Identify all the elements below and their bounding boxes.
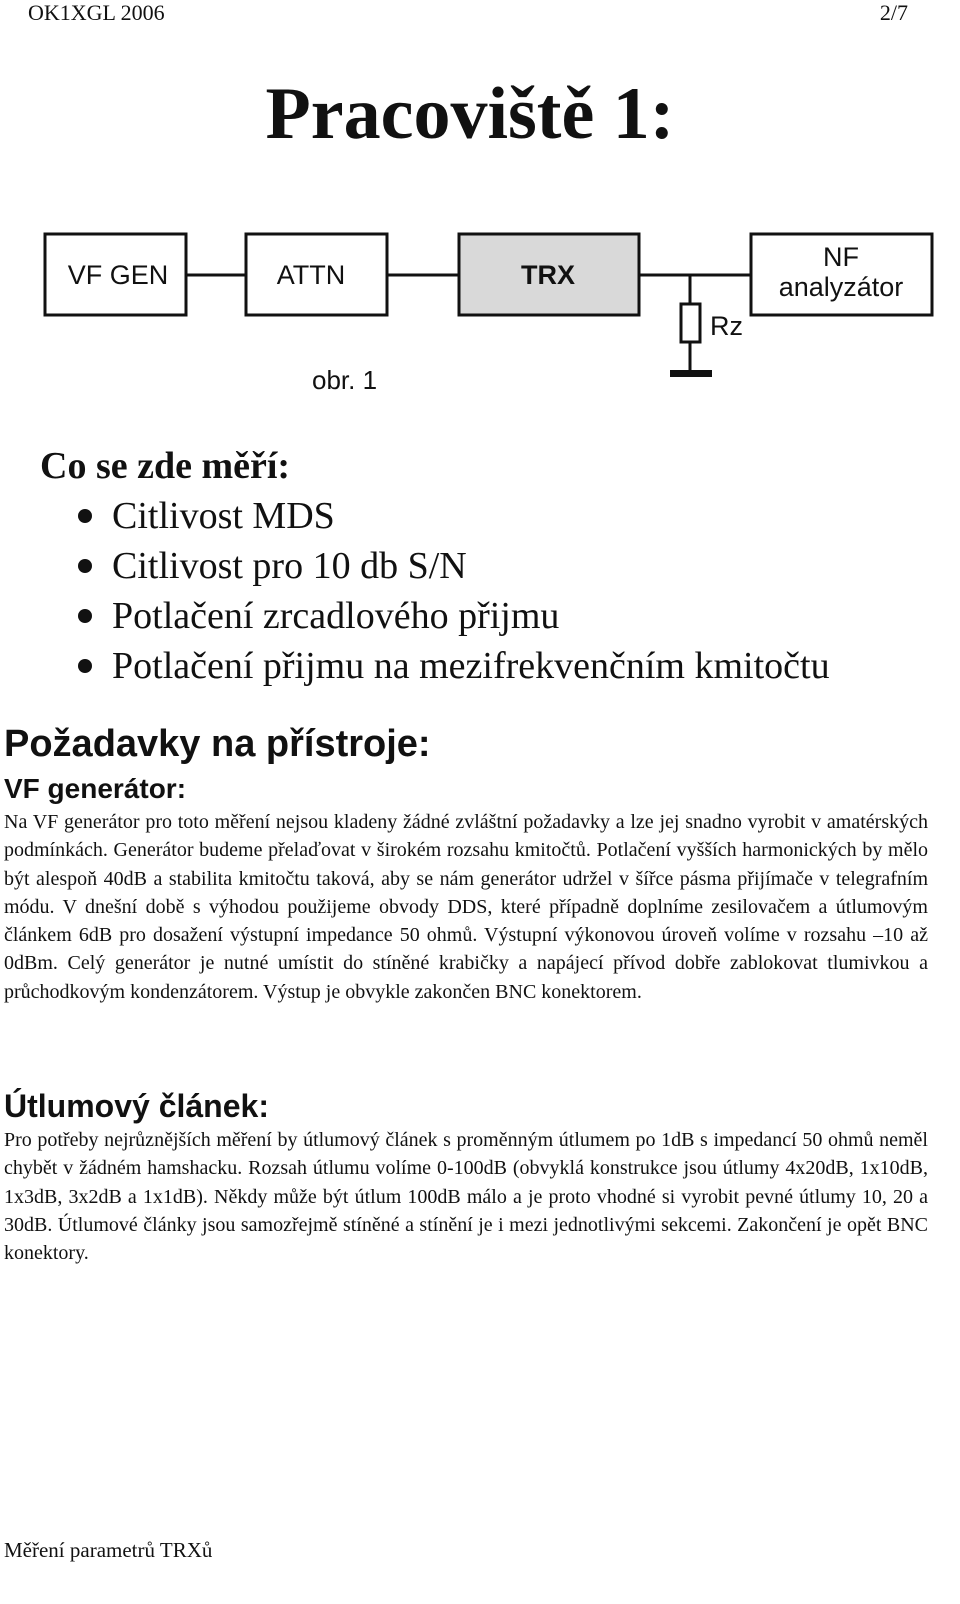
footer-text: Měření parametrů TRXů: [4, 1538, 213, 1562]
vf-generator-heading: VF generátor:: [4, 773, 187, 804]
requirements-heading: Požadavky na přístroje:: [4, 723, 431, 765]
resistor-label: Rz: [710, 311, 743, 341]
block-trx-label: TRX: [521, 260, 575, 290]
measure-list: [72, 494, 830, 694]
bullet-icon: [78, 509, 92, 523]
block-diagram: [0, 225, 960, 395]
vf-generator-paragraph: Na VF generátor pro toto měření nejsou kladeny žádné zvláštní požadavky a lze jej snadno vyrobit v amatérských podmínkách. Generátor budeme přelaďovat v širokém rozsahu kmitočtů. Potlačení vyšších harmonických by mělo být alespoň 40dB a stabilita kmitočtu taková, aby se nám generátor udržel v šířce pásma přijímače v telegrafním módu. V dnešní době s výhodou použijeme obvody DDS, které případně doplníme zesilovačem a útlumovým článkem 6dB pro dosažení výstupní impedance 50 ohmů. Výstupní výkonovou úroveň volíme v rozsahu –10 až 0dBm. Celý generátor je nutné umístit do stíněné krabičky a napájecí přívod dobře zablokovat tlumivkou a průchodkovým kondenzátorem. Výstup je obvykle zakončen BNC konektorem.: [4, 811, 928, 1003]
bullet-icon: [78, 659, 92, 673]
block-attn-label: ATTN: [276, 260, 346, 290]
list-item: [72, 594, 830, 644]
attenuator-heading: Útlumový článek:: [4, 1088, 269, 1124]
list-item-text: Citlivost MDS: [112, 495, 335, 537]
bullet-icon: [78, 559, 92, 573]
measure-heading: Co se zde měří:: [40, 445, 291, 487]
list-item: [72, 494, 830, 544]
ground-symbol: [670, 370, 712, 377]
analyzer-label-line1: NF: [823, 242, 859, 272]
resistor-rz: [681, 304, 700, 342]
list-item-text: Citlivost pro 10 db S/N: [112, 545, 467, 587]
list-item-text: Potlačení zrcadlového přijmu: [112, 595, 560, 637]
list-item-text: Potlačení přijmu na mezifrekvenčním kmitočtu: [112, 645, 830, 687]
analyzer-label-line2: analyzátor: [778, 272, 904, 302]
block-vf-gen-label: VF GEN: [67, 260, 169, 290]
header-page-number: 2/7: [879, 0, 908, 25]
page-title: Pracoviště 1:: [265, 73, 675, 155]
list-item: [72, 544, 830, 594]
bullet-icon: [78, 609, 92, 623]
header-left: OK1XGL 2006: [28, 0, 165, 25]
figure-caption: obr. 1: [312, 365, 378, 395]
list-item: [72, 644, 830, 694]
attenuator-paragraph: Pro potřeby nejrůznějších měření by útlumový článek s proměnným útlumem po 1dB s impedancí 50 ohmů neměl chybět v žádném hamshacku. Rozsah útlumu volíme 0-100dB (obvyklá konstrukce jsou útlumy 4x20dB, 1x10dB, 1x3dB, 3x2dB a 1x1dB). Někdy může být útlum 100dB málo a je proto vhodné si vyrobit pevné útlumy 10, 20 a 30dB. Útlumové články jsou samozřejmě stíněné a stínění je i mezi jednotlivými sekcemi. Zakončení je opět BNC konektory.: [4, 1129, 928, 1265]
